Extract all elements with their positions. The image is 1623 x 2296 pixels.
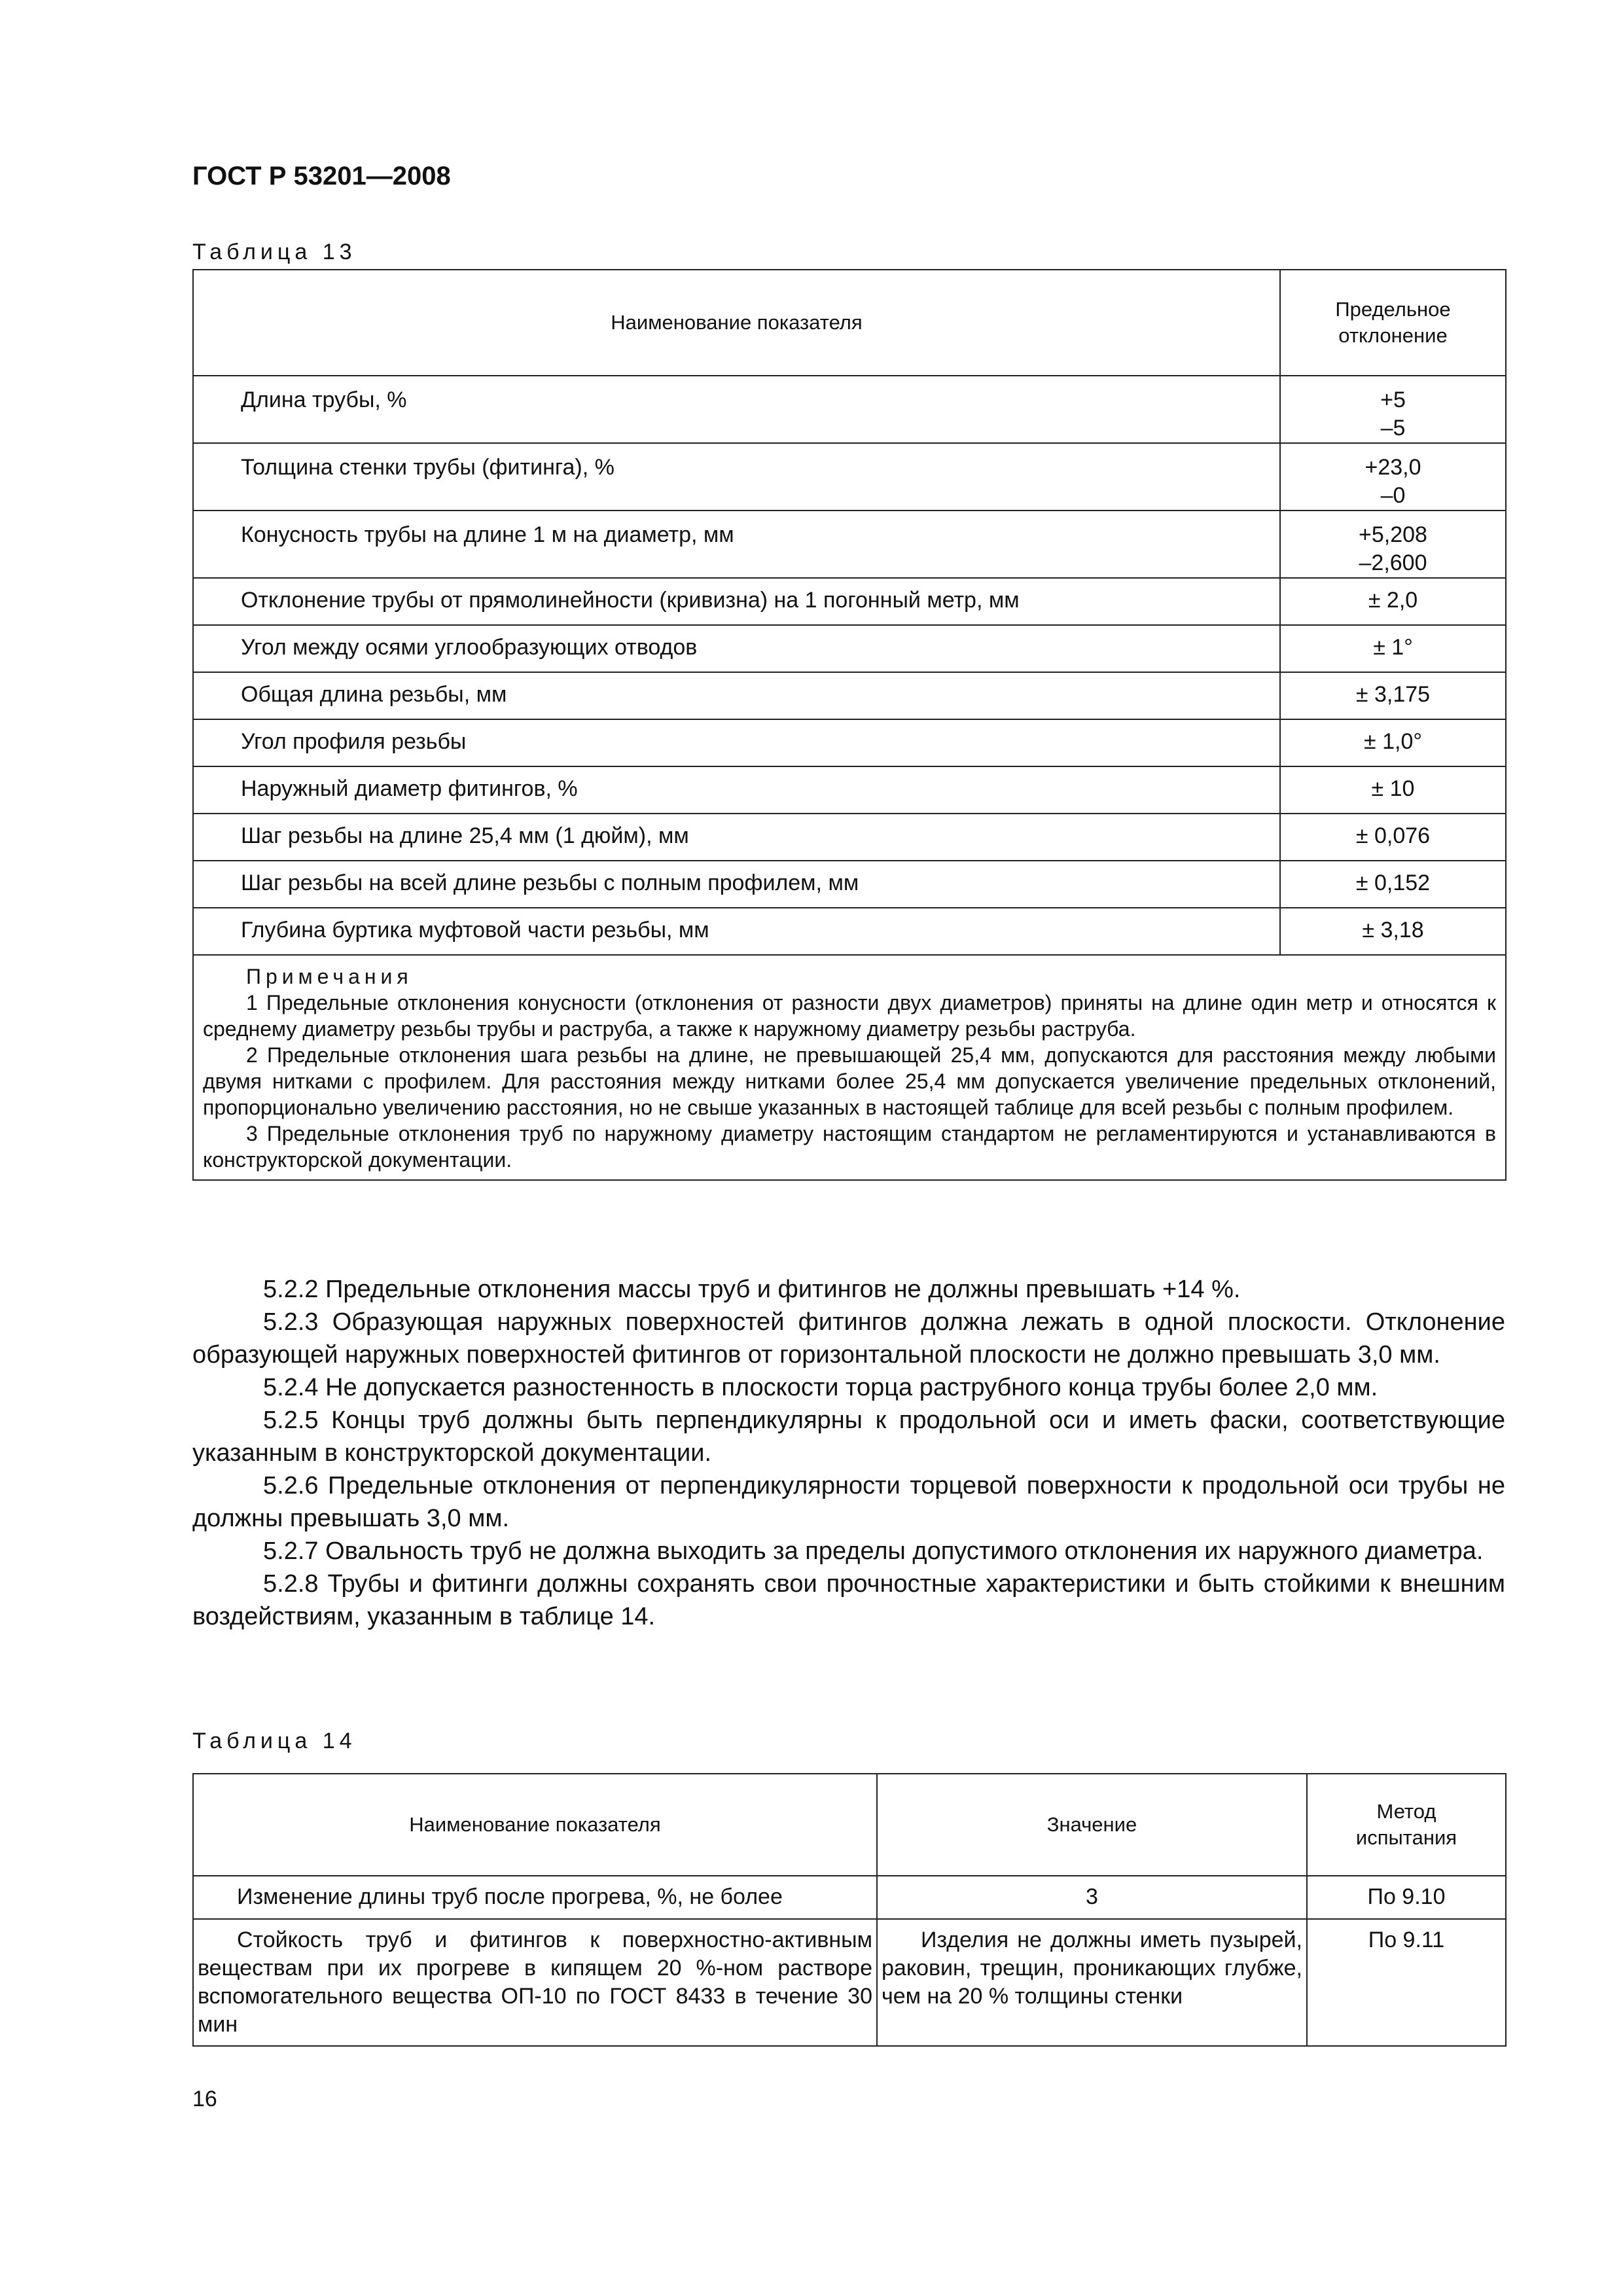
table-13 (192, 269, 1507, 1181)
row-deviation: ± 0,152 (1280, 861, 1506, 908)
table-row (193, 443, 1506, 511)
paragraph: 5.2.6 Предельные отклонения от перпендикулярности торцевой поверхности к продольной оси трубы не должны превышать 3,0 мм. (192, 1472, 1505, 1532)
table-13-caption: Таблица 13 (192, 240, 357, 264)
body-text (192, 1273, 1505, 1633)
row-name: Угол между осями углообразующих отводов (193, 625, 1280, 672)
column-header-name: Наименование показателя (193, 270, 1280, 376)
table-row (193, 625, 1506, 672)
paragraph: 5.2.2 Предельные отклонения массы труб и фитингов не должны превышать +14 %. (263, 1276, 1241, 1303)
paragraph: 5.2.8 Трубы и фитинги должны сохранять свои прочностные характеристики и быть стойкими к внешним воздействиям, указанным в таблице 14. (192, 1570, 1505, 1630)
table-14-header (193, 1774, 1506, 1876)
row-deviation: ± 0,076 (1280, 814, 1506, 861)
row-deviation: ± 10 (1280, 766, 1506, 814)
row-name: Конусность трубы на длине 1 м на диаметр, мм (193, 511, 1280, 578)
note-item: 3 Предельные отклонения труб по наружному диаметру настоящим стандартом не регламентируются и устанавливаются в конструкторской документации. (203, 1122, 1496, 1172)
table-row (193, 1919, 1506, 2046)
row-name: Глубина буртика муфтовой части резьбы, мм (193, 908, 1280, 955)
row-deviation: ± 1,0° (1280, 719, 1506, 766)
table-row (193, 719, 1506, 766)
row-deviation: +23,0 –0 (1280, 443, 1506, 511)
table-row (193, 672, 1506, 719)
document-code: ГОСТ Р 53201—2008 (192, 162, 451, 190)
table-row (193, 511, 1506, 578)
table-row (193, 814, 1506, 861)
table-14 (192, 1773, 1507, 2047)
notes-title: Примечания (246, 965, 413, 988)
row-deviation: +5,208 –2,600 (1280, 511, 1506, 578)
table-row (193, 578, 1506, 625)
table-14-caption: Таблица 14 (192, 1729, 357, 1753)
table-13-notes (193, 955, 1506, 1180)
row-deviation: ± 3,18 (1280, 908, 1506, 955)
table-13-header (193, 270, 1506, 376)
paragraph: 5.2.3 Образующая наружных поверхностей фитингов должна лежать в одной плоскости. Отклонение образующей наружных поверхностей фитингов от горизонтальной плоскости не должно превышать 3,0 мм. (192, 1308, 1505, 1369)
row-name: Шаг резьбы на всей длине резьбы с полным профилем, мм (193, 861, 1280, 908)
row-deviation: +5 –5 (1280, 376, 1506, 443)
paragraph: 5.2.7 Овальность труб не должна выходить за пределы допустимого отклонения их наружного диаметра. (263, 1537, 1484, 1565)
row-name: Отклонение трубы от прямолинейности (кривизна) на 1 погонный метр, мм (193, 578, 1280, 625)
row-name: Длина трубы, % (193, 376, 1280, 443)
table-13-notes-row (193, 955, 1506, 1180)
column-header-method: Метод испытания (1307, 1774, 1506, 1876)
row-method: По 9.10 (1307, 1876, 1506, 1919)
row-name: Стойкость труб и фитингов к поверхностно-активным веществам при их прогреве в кипящем 20 %-ном растворе вспомогательного вещества ОП-10 по ГОСТ 8433 в течение 30 мин (193, 1919, 877, 2046)
row-method: По 9.11 (1307, 1919, 1506, 2046)
row-deviation: ± 2,0 (1280, 578, 1506, 625)
column-header-name: Наименование показателя (193, 1774, 877, 1876)
column-header-value: Значение (877, 1774, 1307, 1876)
table-row (193, 766, 1506, 814)
table-row (193, 1876, 1506, 1919)
row-value: Изделия не должны иметь пузырей, раковин, трещин, проникающих глубже, чем на 20 % толщины стенки (877, 1919, 1307, 2046)
table-row (193, 376, 1506, 443)
note-item: 2 Предельные отклонения шага резьбы на длине, не превышающей 25,4 мм, допускаются для расстояния между любыми двумя нитками с профилем. Для расстояния между нитками более 25,4 мм допускается увеличение предельных отклонений, пропорционально увеличению расстояния, но не свыше указанных в настоящей таблице для всей резьбы с полным профилем. (203, 1043, 1496, 1119)
paragraph: 5.2.5 Концы труб должны быть перпендикулярны к продольной оси и иметь фаски, соответствующие указанным в конструкторской документации. (192, 1407, 1505, 1467)
row-name: Шаг резьбы на длине 25,4 мм (1 дюйм), мм (193, 814, 1280, 861)
row-deviation: ± 1° (1280, 625, 1506, 672)
table-row (193, 861, 1506, 908)
row-name: Общая длина резьбы, мм (193, 672, 1280, 719)
row-deviation: ± 3,175 (1280, 672, 1506, 719)
row-name: Изменение длины труб после прогрева, %, не более (193, 1876, 877, 1919)
column-header-deviation: Предельное отклонение (1280, 270, 1506, 376)
page-number: 16 (192, 2087, 217, 2111)
paragraph: 5.2.4 Не допускается разностенность в плоскости торца раструбного конца трубы более 2,0 мм. (263, 1374, 1378, 1401)
note-item: 1 Предельные отклонения конусности (отклонения от разности двух диаметров) приняты на длине один метр и относятся к среднему диаметру резьбы трубы и раструба, а также к наружному диаметру резьбы раструба. (203, 991, 1496, 1041)
row-name: Толщина стенки трубы (фитинга), % (193, 443, 1280, 511)
row-value: 3 (877, 1876, 1307, 1919)
table-row (193, 908, 1506, 955)
row-name: Угол профиля резьбы (193, 719, 1280, 766)
row-name: Наружный диаметр фитингов, % (193, 766, 1280, 814)
